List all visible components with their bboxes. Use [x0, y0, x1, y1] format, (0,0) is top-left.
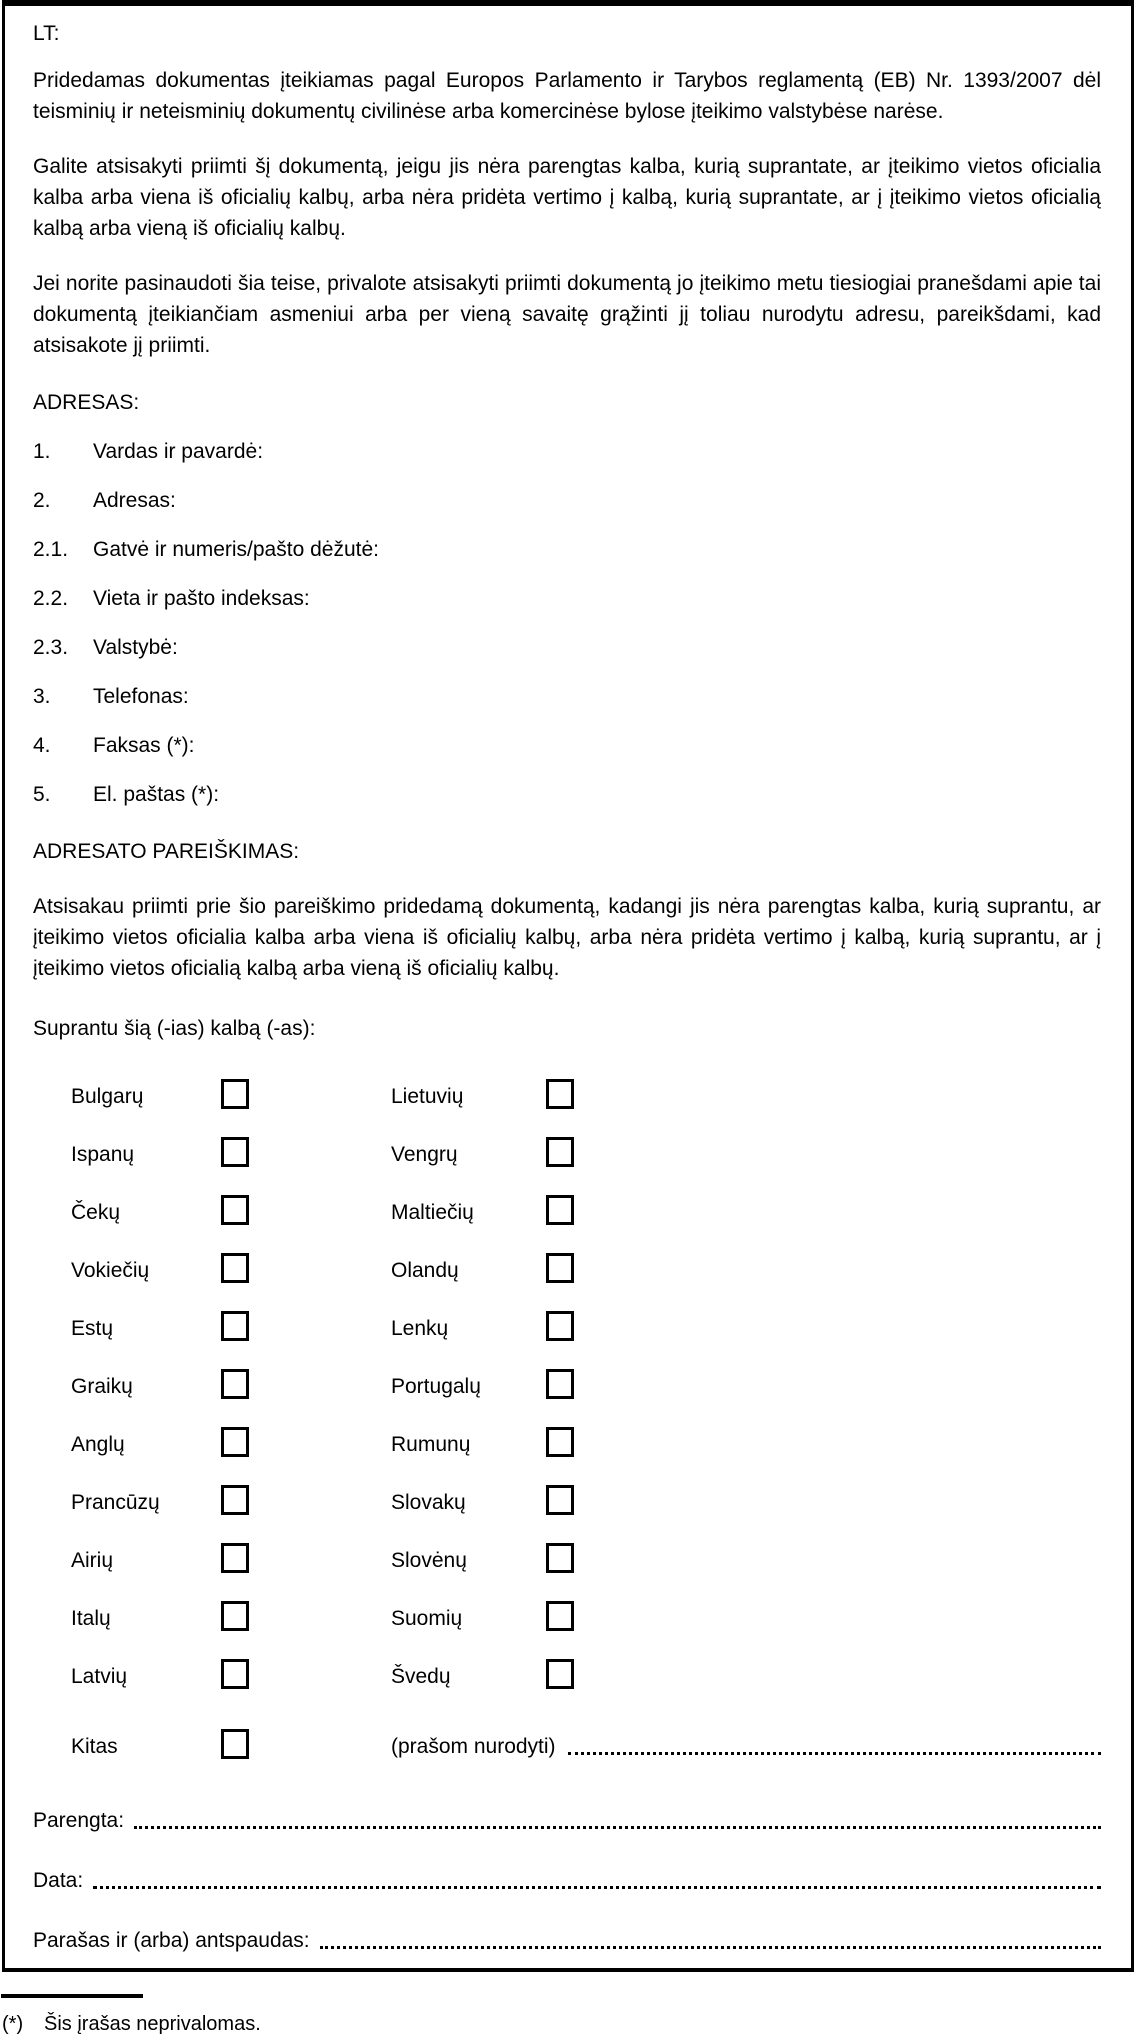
language-row	[71, 1648, 1101, 1706]
footnote-divider	[1, 1994, 143, 1998]
language-row	[71, 1590, 1101, 1648]
address-field-row-country	[33, 633, 1101, 663]
other-language-label: Kitas	[71, 1735, 118, 1758]
done-at-fill-line[interactable]	[134, 1806, 1101, 1829]
other-language-specify-label: (prašom nurodyti)	[391, 1735, 556, 1758]
footnote-text: Šis įrašas neprivalomas.	[44, 2013, 261, 2035]
language-label: Maltiečių	[391, 1201, 474, 1224]
address-field-row-name	[33, 437, 1101, 467]
exercise-right-paragraph: Jei norite pasinaudoti šia teise, privalote atsisakyti priimti dokumentą jo įteikimo metu tiesiogiai pranešdami apie tai dokumentą įteikiančiam asmeniui arba per vieną savaitę grąžinti jį toliau nurodytu adresu, pareikšdami, kad atsisakote jį priimti.	[33, 272, 1101, 357]
field-label: Faksas (*):	[93, 734, 195, 757]
done-at-row	[33, 1806, 1101, 1836]
field-number: 2.	[33, 489, 51, 512]
language-checkbox[interactable]	[221, 1659, 249, 1689]
field-label: Telefonas:	[93, 685, 189, 708]
language-label: Suomių	[391, 1607, 463, 1630]
field-number: 1.	[33, 440, 51, 463]
field-number: 2.1.	[33, 538, 69, 561]
other-language-row	[71, 1718, 1101, 1776]
language-row	[71, 1474, 1101, 1532]
language-checkbox[interactable]	[546, 1427, 574, 1457]
language-checkbox[interactable]	[221, 1253, 249, 1283]
field-label: Gatvė ir numeris/pašto dėžutė:	[93, 538, 379, 561]
language-label: Rumunų	[391, 1433, 471, 1456]
language-label: Portugalų	[391, 1375, 481, 1398]
language-checkbox-list	[71, 1068, 1101, 1776]
language-label: Lenkų	[391, 1317, 449, 1340]
intro-paragraph: Pridedamas dokumentas įteikiamas pagal Europos Parlamento ir Tarybos reglamentą (EB) Nr. 1393/2007 dėl teisminių ir neteisminių dokumentų civilinėse arba komercinėse bylose įteikimo valstybėse narėse.	[33, 69, 1101, 123]
signature-fill-line[interactable]	[320, 1926, 1101, 1949]
field-number: 3.	[33, 685, 51, 708]
language-checkbox[interactable]	[221, 1543, 249, 1573]
language-code-label: LT:	[33, 22, 60, 45]
field-number: 4.	[33, 734, 51, 757]
language-checkbox[interactable]	[546, 1601, 574, 1631]
field-number: 5.	[33, 783, 51, 806]
language-row	[71, 1242, 1101, 1300]
signature-label: Parašas ir (arba) antspaudas:	[33, 1929, 310, 1952]
language-row	[71, 1358, 1101, 1416]
language-label: Švedų	[391, 1665, 451, 1688]
languages-prompt: Suprantu šią (-ias) kalbą (-as):	[33, 1017, 316, 1040]
language-label: Vengrų	[391, 1143, 458, 1166]
language-label: Ispanų	[71, 1143, 135, 1166]
language-checkbox[interactable]	[221, 1427, 249, 1457]
language-checkbox[interactable]	[546, 1195, 574, 1225]
language-label: Bulgarų	[71, 1085, 144, 1108]
language-checkbox[interactable]	[221, 1079, 249, 1109]
language-checkbox[interactable]	[546, 1659, 574, 1689]
date-fill-line[interactable]	[93, 1866, 1101, 1889]
declaration-paragraph: Atsisakau priimti prie šio pareiškimo pridedamą dokumentą, kadangi jis nėra parengtas kalba, kurią suprantu, ar įteikimo vietos oficialia kalba arba viena iš oficialių kalbų, arba nėra pridėta vertimo į kalbą, kurią suprantu, ar į įteikimo vietos oficialią kalbą arba vieną iš oficialių kalbų.	[33, 895, 1101, 980]
language-row	[71, 1068, 1101, 1126]
language-label: Prancūzų	[71, 1491, 160, 1514]
language-label: Latvių	[71, 1665, 128, 1688]
language-checkbox[interactable]	[221, 1311, 249, 1341]
footnote-marker: (*)	[2, 2013, 24, 2035]
language-checkbox[interactable]	[546, 1369, 574, 1399]
language-row	[71, 1184, 1101, 1242]
address-field-row-fax	[33, 731, 1101, 761]
date-row	[33, 1866, 1101, 1896]
language-row	[71, 1300, 1101, 1358]
language-label: Airių	[71, 1549, 114, 1572]
done-at-label: Parengta:	[33, 1809, 125, 1832]
address-field-row-city	[33, 584, 1101, 614]
declaration-heading: ADRESATO PAREIŠKIMAS:	[33, 840, 300, 863]
language-label: Vokiečių	[71, 1259, 150, 1282]
refusal-notice-form	[2, 0, 1134, 1972]
language-row	[71, 1416, 1101, 1474]
language-label: Čekų	[71, 1201, 121, 1224]
language-row	[71, 1126, 1101, 1184]
language-checkbox[interactable]	[221, 1601, 249, 1631]
language-label: Italų	[71, 1607, 111, 1630]
address-field-row-address	[33, 486, 1101, 516]
language-label: Slovėnų	[391, 1549, 467, 1572]
field-label: Valstybė:	[93, 636, 178, 659]
field-label: Vieta ir pašto indeksas:	[93, 587, 310, 610]
language-label: Graikų	[71, 1375, 133, 1398]
language-label: Anglų	[71, 1433, 125, 1456]
address-heading: ADRESAS:	[33, 391, 140, 414]
language-checkbox[interactable]	[221, 1137, 249, 1167]
language-label: Estų	[71, 1317, 114, 1340]
address-field-row-street	[33, 535, 1101, 565]
address-field-row-phone	[33, 682, 1101, 712]
field-number: 2.2.	[33, 587, 69, 610]
language-label: Slovakų	[391, 1491, 466, 1514]
refusal-right-paragraph: Galite atsisakyti priimti šį dokumentą, jeigu jis nėra parengtas kalba, kurią suprantate, ar įteikimo vietos oficialia kalba arba viena iš oficialių kalbų, arba nėra pridėta vertimo į kalbą, kurią suprantate, ar į įteikimo vietos oficialią kalbą arba vieną iš oficialių kalbų.	[33, 155, 1101, 240]
field-label: El. paštas (*):	[93, 783, 220, 806]
language-checkbox[interactable]	[546, 1543, 574, 1573]
language-checkbox[interactable]	[221, 1369, 249, 1399]
field-label: Vardas ir pavardė:	[93, 440, 264, 463]
language-checkbox[interactable]	[221, 1729, 249, 1759]
language-checkbox[interactable]	[546, 1137, 574, 1167]
language-label: Lietuvių	[391, 1085, 464, 1108]
date-label: Data:	[33, 1869, 84, 1892]
address-field-row-email	[33, 780, 1101, 810]
field-number: 2.3.	[33, 636, 69, 659]
language-label: Olandų	[391, 1259, 459, 1282]
language-checkbox[interactable]	[546, 1253, 574, 1283]
language-row	[71, 1532, 1101, 1590]
language-checkbox[interactable]	[221, 1195, 249, 1225]
other-language-fill-line[interactable]	[568, 1739, 1101, 1755]
language-checkbox[interactable]	[221, 1485, 249, 1515]
language-checkbox[interactable]	[546, 1311, 574, 1341]
footnote	[0, 2011, 1137, 2037]
field-label: Adresas:	[93, 489, 176, 512]
language-checkbox[interactable]	[546, 1079, 574, 1109]
signature-row	[33, 1926, 1101, 1956]
language-checkbox[interactable]	[546, 1485, 574, 1515]
